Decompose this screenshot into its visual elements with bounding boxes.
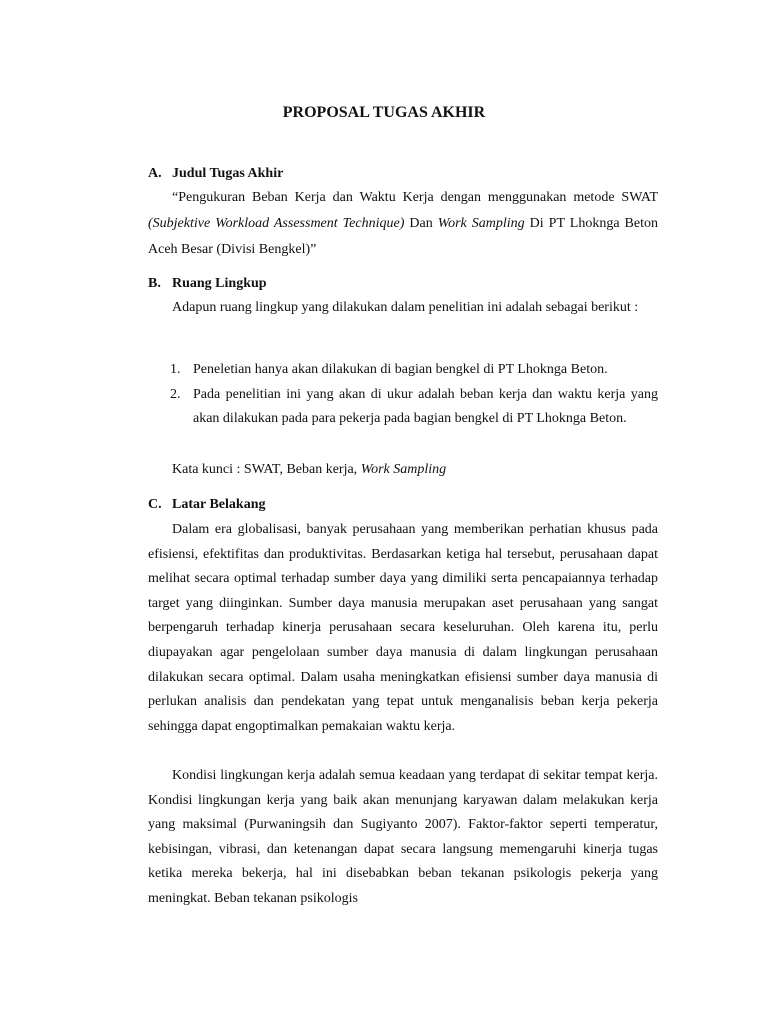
section-a-text-3: Dan [404,216,438,231]
section-a-text-2: (Subjektive Workload Assessment Technique) [148,216,405,231]
section-a-text-5: Di PT Lhoknga Beton Aceh Besar (Divisi Bengkel)” [148,216,658,257]
keywords-label: Kata kunci : SWAT, Beban kerja, [172,462,361,477]
section-b-heading [148,276,267,292]
keywords-line [172,462,446,478]
section-c-paragraph-1: Dalam era globalisasi, banyak perusahaan yang memberikan perhatian khusus pada efisiensi, efektifitas dan produktivitas. Berdasarkan ketiga hal tersebut, perusahaan dapat melihat secara optimal terhadap sumber daya yang dimiliki serta pencapaiannya terhadap target yang diinginkan. Sumber daya manusia merupakan aset perusahaan yang sangat berpengaruh terhadap kinerja perusahaan secara keseluruhan. Oleh karena itu, perlu diupayakan agar pengelolaan sumber daya manusia di dalam lingkungan perusahaan dilakukan secara optimal. Dalam usaha meningkatkan efisiensi sumber daya manusia di perlukan analisis dan pendekatan yang tepat untuk menganalisis beban kerja pekerja sehingga dapat engoptimalkan pemakaian waktu kerja. [148,522,658,734]
section-c-heading [148,497,265,513]
list-item-text: Peneletian hanya akan dilakukan di bagian bengkel di PT Lhoknga Beton. [193,362,608,377]
list-item-number: 1. [170,362,181,377]
section-c-letter: C. [148,497,162,512]
list-item-number: 2. [170,386,181,402]
section-c-title: Latar Belakang [172,497,266,512]
keywords-italic: Work Sampling [360,462,447,477]
section-a-title: Judul Tugas Akhir [172,166,284,181]
section-a-paragraph [148,185,658,263]
section-a-text-4: Work Sampling [437,216,525,231]
section-b-letter: B. [148,276,161,291]
section-a-heading [148,166,283,182]
list-item [170,383,658,432]
list-item-text: Pada penelitian ini yang akan di ukur adalah beban kerja dan waktu kerja yang akan dilakukan pada para pekerja pada bagian bengkel di PT Lhoknga Beton. [193,386,658,427]
section-a-text-1: “Pengukuran Beban Kerja dan Waktu Kerja dengan menggunakan metode SWAT [172,190,658,205]
section-b-intro: Adapun ruang lingkup yang dilakukan dalam penelitian ini adalah sebagai berikut : [172,300,639,315]
page-title: PROPOSAL TUGAS AKHIR [282,104,486,121]
scope-list [170,358,658,432]
section-b-title: Ruang Lingkup [172,276,267,291]
section-c-paragraph-2: Kondisi lingkungan kerja adalah semua keadaan yang terdapat di sekitar tempat kerja. Kondisi lingkungan kerja yang baik akan menunjang karyawan dalam melakukan kerja yang maksimal (Purwaningsih dan Sugiyanto 2007). Faktor-faktor seperti temperatur, kebisingan, vibrasi, dan ketenangan dapat secara langsung memengaruhi kinerja tugas ketika mereka bekerja, hal ini disebabkan beban tekanan psikologis pekerja yang meningkat. Beban tekanan psikologis [148,768,658,906]
list-item [170,358,658,383]
section-a-letter: A. [148,166,162,181]
